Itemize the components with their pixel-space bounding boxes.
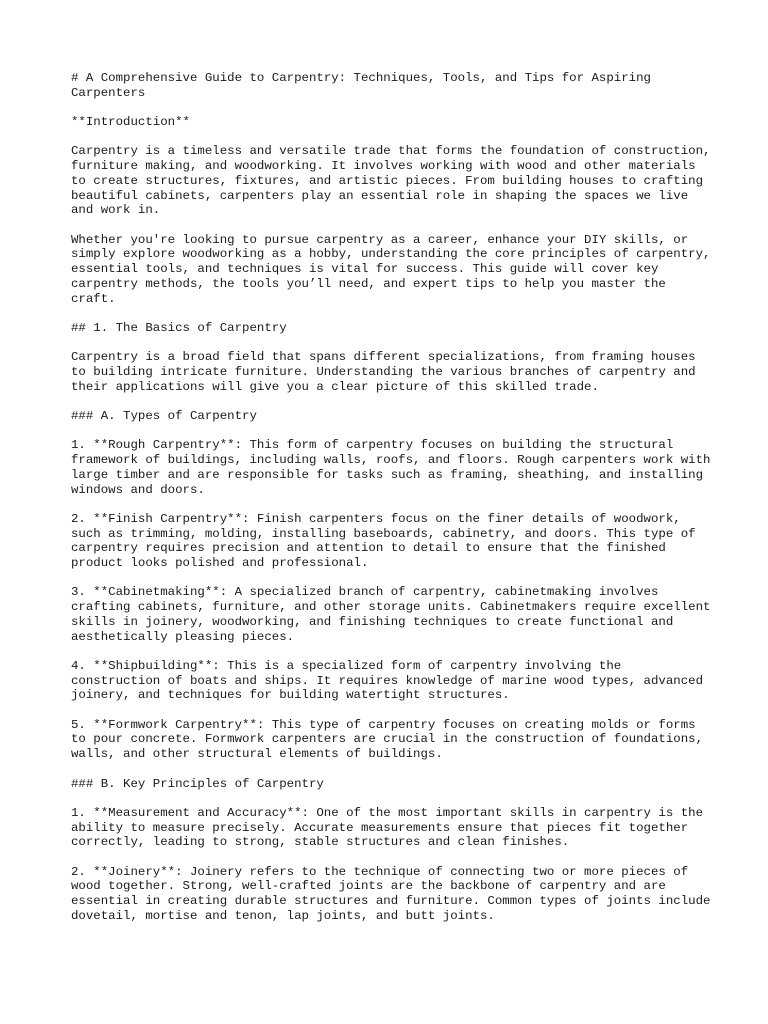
type-cabinetmaking: 3. **Cabinetmaking**: A specialized branch of carpentry, cabinetmaking involves crafting cabinets, furniture, and other storage units. Cabinetmakers require excellent skills in joinery, woodworking, and finishing techniques to create functional and aesthetically pleasing pieces. (71, 585, 718, 644)
type-finish-carpentry: 2. **Finish Carpentry**: Finish carpenters focus on the finer details of woodwork, such as trimming, molding, installing baseboards, cabinetry, and doors. This type of carpentry requires precision and attention to detail to ensure that the finished product looks polished and professional. (71, 511, 704, 571)
section-1-heading: ## 1. The Basics of Carpentry (71, 320, 287, 335)
principle-measurement: 1. **Measurement and Accuracy**: One of the most important skills in carpentry is the ability to measure precisely. Accurate measurements ensure that pieces fit together correctly, leading to strong, stable structures and clean finishes. (71, 805, 711, 850)
introduction-paragraph-2: Whether you're looking to pursue carpentry as a career, enhance your DIY skills, or simply explore woodworking as a hobby, understanding the core principles of carpentry, essential tools, and techniques is vital for success. This guide will cover key carpentry methods, the tools you’ll need, and expert tips to help you master the craft. (71, 232, 718, 306)
document-page (71, 71, 718, 938)
section-1-paragraph: Carpentry is a broad field that spans different specializations, from framing houses to building intricate furniture. Understanding the various branches of carpentry and their applications will give you a clear picture of this skilled trade. (71, 350, 704, 394)
section-a-heading: ### A. Types of Carpentry (71, 409, 257, 424)
introduction-paragraph-1: Carpentry is a timeless and versatile trade that forms the foundation of construction, furniture making, and woodworking. It involves working with wood and other materials to create structures, fixtures, and artistic pieces. From building houses to crafting beautiful cabinets, carpenters play an essential role in shaping the spaces we live and work in. (71, 144, 718, 218)
type-rough-carpentry: 1. **Rough Carpentry**: This form of carpentry focuses on building the structural framework of buildings, including walls, roofs, and floors. Rough carpenters work with large timber and are responsible for tasks such as framing, sheathing, and installing windows and doors. (71, 438, 718, 497)
document-title: # A Comprehensive Guide to Carpentry: Techniques, Tools, and Tips for Aspiring Carpenters (71, 71, 659, 100)
section-b-heading: ### B. Key Principles of Carpentry (71, 776, 324, 791)
principle-joinery: 2. **Joinery**: Joinery refers to the technique of connecting two or more pieces of wood together. Strong, well-crafted joints are the backbone of carpentry and are essential in creating durable structures and furniture. Common types of joints include dovetail, mortise and tenon, lap joints, and butt joints. (71, 864, 718, 923)
introduction-heading: **Introduction** (71, 115, 190, 130)
type-shipbuilding: 4. **Shipbuilding**: This is a specialized form of carpentry involving the construction of boats and ships. It requires knowledge of marine wood types, advanced joinery, and techniques for building watertight structures. (71, 658, 711, 703)
type-formwork-carpentry: 5. **Formwork Carpentry**: This type of carpentry focuses on creating molds or forms to pour concrete. Formwork carpenters are crucial in the construction of foundations, walls, and other structural elements of buildings. (71, 717, 711, 762)
